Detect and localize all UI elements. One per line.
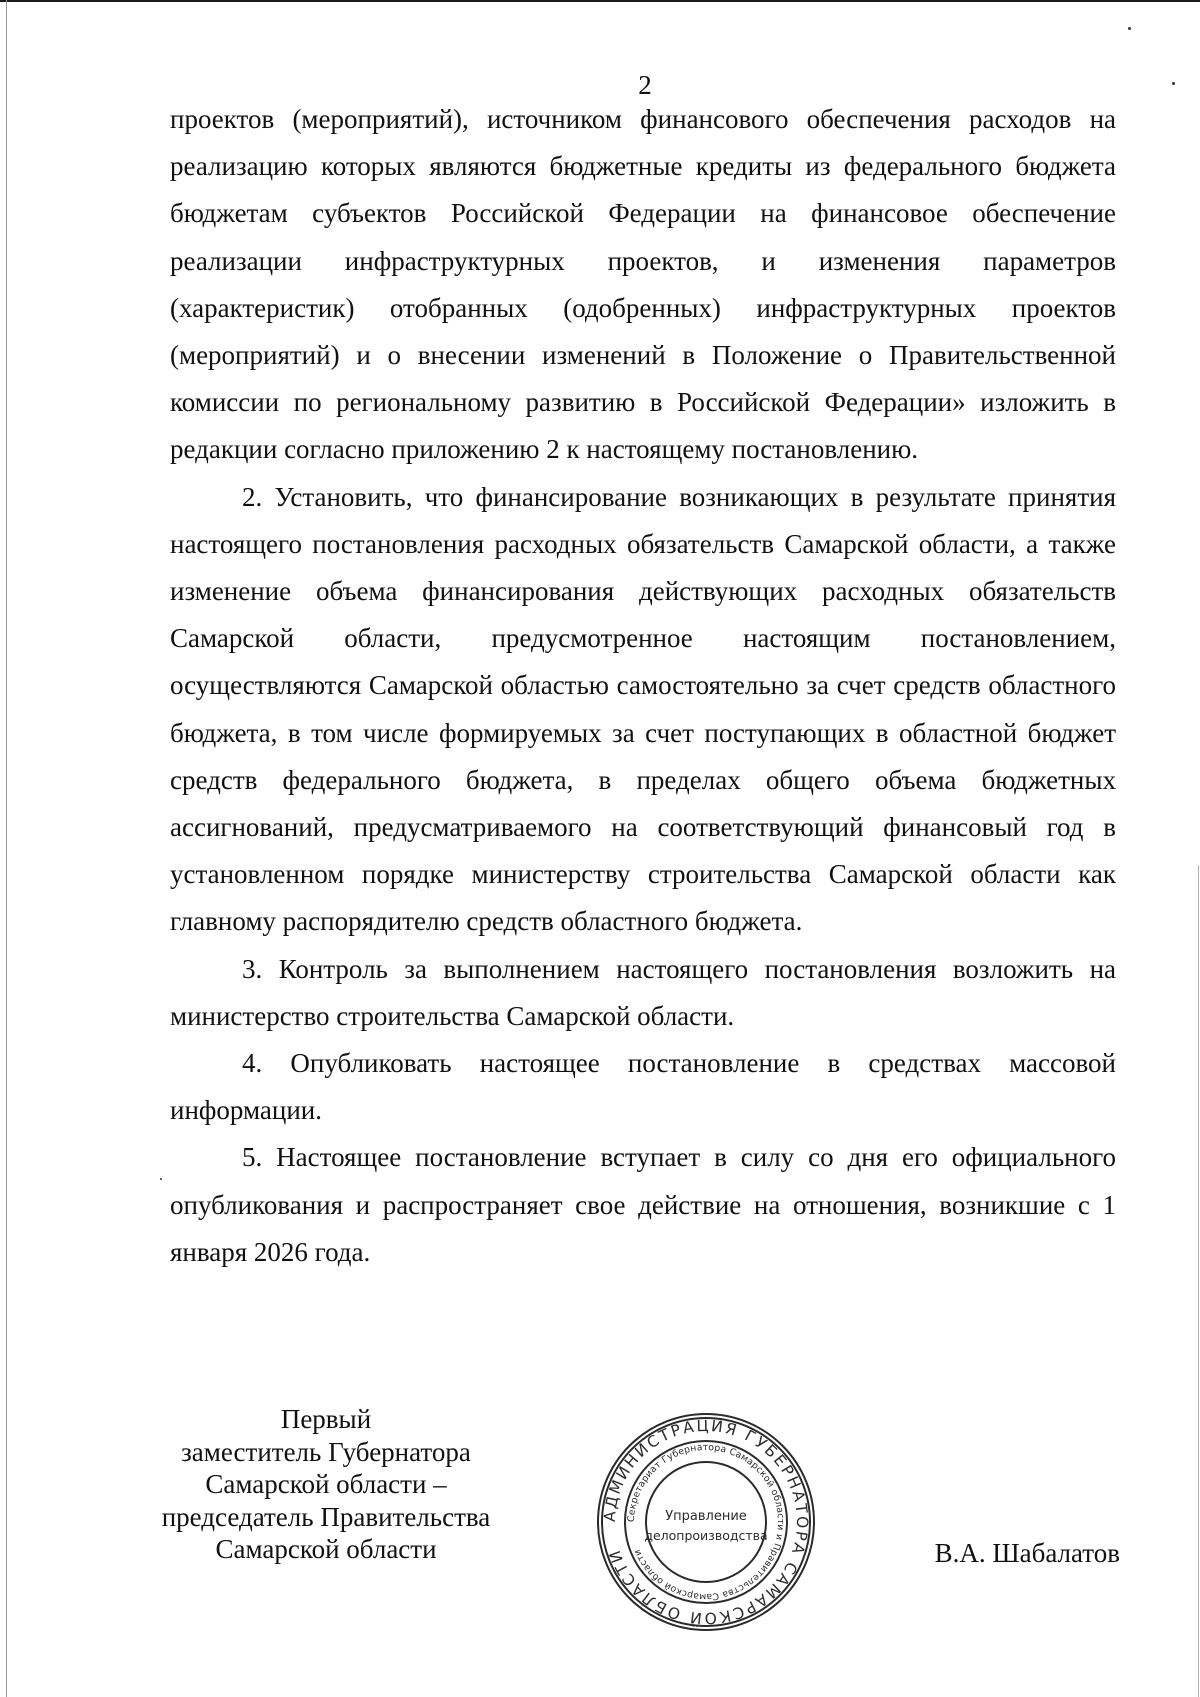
- signatory-position: [145, 1403, 507, 1566]
- paragraph-item-3: 3. Контроль за выполнением настоящего постановления возложить на министерство строительства Самарской области.: [170, 953, 1116, 1031]
- signatory-position-line: Самарской области –: [205, 1469, 447, 1499]
- document-body: [170, 96, 1116, 1276]
- paragraph-item-4: 4. Опубликовать настоящее постановление в средствах массовой информации.: [170, 1048, 1116, 1126]
- scan-right-edge: [1198, 865, 1199, 1697]
- signatory-position-line: заместитель Губернатора: [181, 1436, 471, 1467]
- scan-speck: [160, 1178, 162, 1180]
- scan-speck: [1128, 27, 1131, 30]
- stamp-center-line: делопроизводства: [644, 1528, 768, 1543]
- signatory-position-line: Самарской области: [215, 1534, 437, 1564]
- stamp-center-line: Управление: [665, 1509, 747, 1524]
- paragraph-item-5: 5. Настоящее постановление вступает в силу со дня его официального опубликования и распространяет свое действие на отношения, возникшие с 1 января 2026 года.: [170, 1142, 1116, 1267]
- signatory-position-line: Первый: [280, 1404, 372, 1434]
- stamp-outer-text: АДМИНИСТРАЦИЯ ГУБЕРНАТОРА САМАРСКОЙ ОБЛАСТИ: [600, 1416, 812, 1628]
- page-number: 2: [638, 70, 652, 100]
- scan-left-edge: [6, 0, 7, 1697]
- scan-top-edge: [0, 0, 1200, 2]
- stamp-middle-text: Секретариат Губернатора Самарской области и Правительства Самарской области: [625, 1441, 787, 1603]
- paragraph-item-2: 2. Установить, что финансирование возникающих в результате принятия настоящего постановления расходных обязательств Самарской области, а также изменение объема финансирования действующих расходных обязательств Самарской области, предусмотренное настоящим постановлением, осуществляются Самарской областью самостоятельно за счет средств областного бюджета, в том числе формируемых за счет поступающих в областной бюджет средств федерального бюджета, в пределах общего объема бюджетных ассигнований, предусматриваемого на соответствующий финансовый год в установленном порядке министерству строительства Самарской области как главному распорядителю средств областного бюджета.: [170, 481, 1116, 937]
- signatory-position-line: председатель Правительства: [161, 1501, 491, 1532]
- signatory-name: В.А. Шабалатов: [934, 1538, 1120, 1568]
- official-stamp: [592, 1408, 820, 1636]
- paragraph-continuation: проектов (мероприятий), источником финансового обеспечения расходов на реализацию которых являются бюджетные кредиты из федерального бюджета бюджетам субъектов Российской Федерации на финансовое обеспечение реализации инфраструктурных проектов, и изменения параметров (характеристик) отобранных (одобренных) инфраструктурных проектов (мероприятий) и о внесении изменений в Положение о Правительственной комиссии по региональному развитию в Российской Федерации» изложить в редакции согласно приложению 2 к настоящему постановлению.: [170, 104, 1116, 465]
